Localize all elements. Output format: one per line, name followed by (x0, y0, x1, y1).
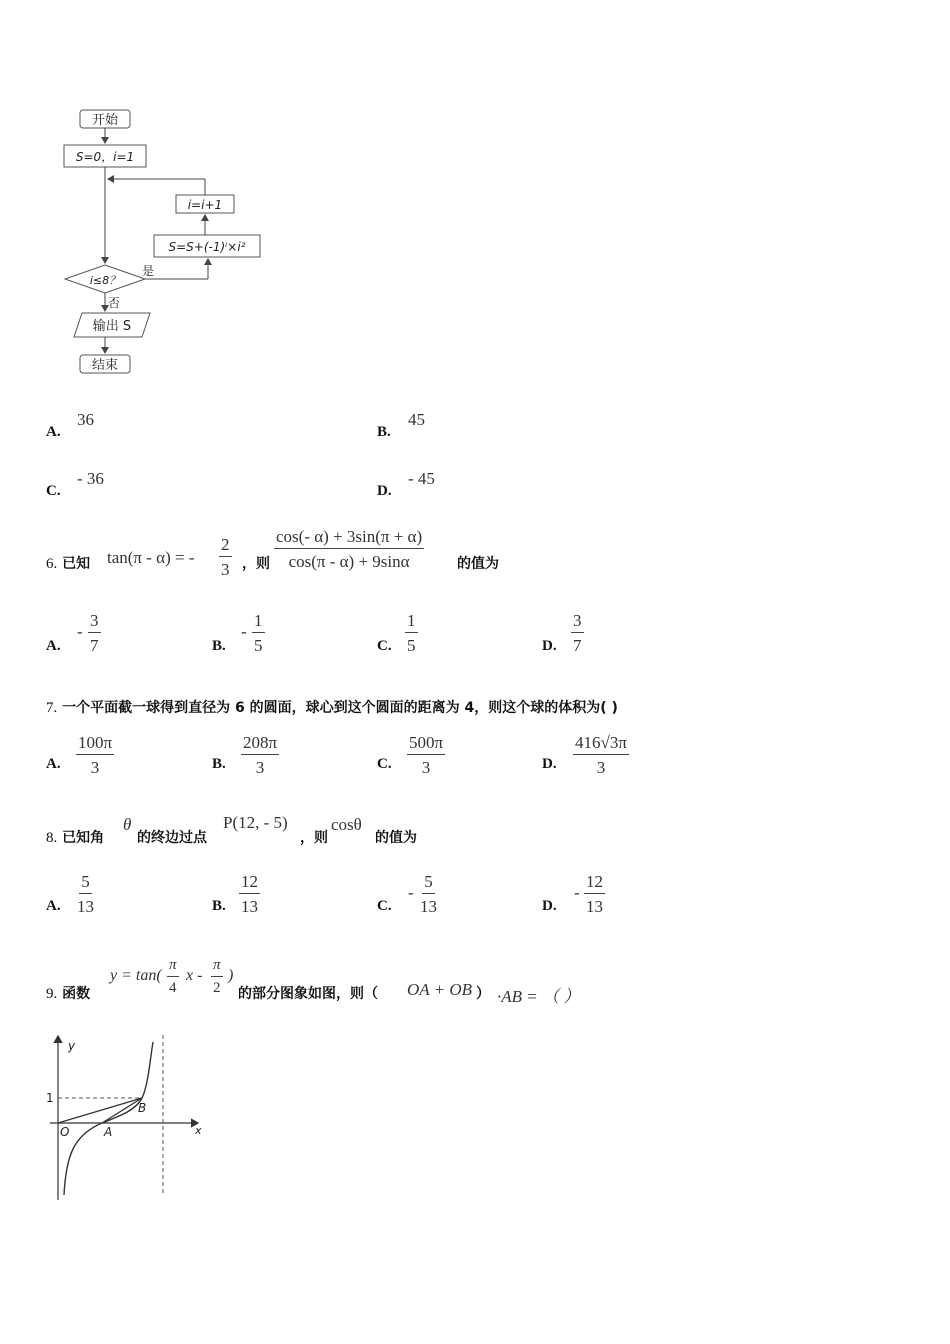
q7-option-b-label[interactable]: B. (212, 756, 226, 772)
flowchart (60, 105, 280, 380)
q9-frac2 (211, 958, 223, 996)
q8-option-b-fraction (239, 873, 260, 915)
flow-output-text: 输出 S (92, 319, 132, 334)
q7-stem (46, 697, 618, 717)
q7-option-c-fraction (407, 734, 445, 776)
q8-option-c-den: 13 (420, 897, 437, 916)
q6-option-a-fraction (88, 612, 101, 654)
q8-option-c-num: 5 (422, 873, 435, 894)
q6-option-a-num: 3 (88, 612, 101, 633)
q6-expr-den: cos(π - α) + 9sinα (288, 552, 410, 571)
q6-option-a-den: 7 (90, 636, 99, 655)
q7-number: 7. (46, 700, 58, 716)
q6-option-a-sign: - (77, 622, 83, 641)
q7-option-c-label[interactable]: C. (377, 756, 392, 772)
q8-point: P(12, - 5) (223, 813, 288, 832)
q7-option-a-num: 100π (76, 734, 114, 755)
q9-point-a-label: A (104, 1125, 113, 1139)
q7-option-a-fraction (76, 734, 114, 776)
q6-option-d-den: 7 (573, 636, 582, 655)
q8-text-mid2: ，则 (300, 830, 328, 846)
q9-text-mid: 的部分图象如图，则（ (238, 986, 378, 1002)
q8-option-a-fraction (75, 873, 96, 915)
q6-given: tan(π - α) = - (107, 548, 195, 567)
q9-point-b-label: B (138, 1101, 147, 1115)
q7-option-d-den: 3 (596, 758, 606, 777)
q7-option-b-fraction (241, 734, 279, 776)
q6-text-after: 的值为 (457, 556, 499, 572)
q6-text-mid: ，则 (242, 556, 270, 572)
q6-option-c-den: 5 (407, 636, 416, 655)
q7-option-b-den: 3 (255, 758, 265, 777)
q8-option-c-sign: - (408, 883, 414, 902)
q6-text-before: 已知 (62, 556, 91, 572)
q9-number: 9. (46, 986, 58, 1002)
q8-option-c-label[interactable]: C. (377, 898, 392, 914)
q9-text-close: ） (476, 986, 490, 1002)
q6-option-d-fraction (571, 612, 584, 654)
q9-func-lhs: y = tan( (110, 967, 162, 984)
flow-end-text: 结束 (91, 358, 119, 373)
q6-option-b-num: 1 (252, 612, 265, 633)
q9-frac1-num: π (167, 958, 179, 977)
q5-option-b-value: 45 (408, 410, 425, 429)
q5-option-a-value: 36 (77, 410, 94, 429)
q8-option-d-sign: - (574, 883, 580, 902)
q5-option-a-label[interactable]: A. (46, 424, 61, 440)
q8-stem (46, 827, 104, 847)
q9-frac1-den: 4 (169, 980, 177, 996)
q9-frac2-den: 2 (213, 980, 221, 996)
q9-graph (40, 1030, 210, 1205)
q6-option-c-fraction (405, 612, 418, 654)
q5-option-c-label[interactable]: C. (46, 483, 61, 499)
q6-option-c-num: 1 (405, 612, 418, 633)
q8-cos: cosθ (331, 815, 362, 834)
q8-option-c-fraction (418, 873, 439, 915)
q9-x-label: x (195, 1124, 202, 1137)
q7-option-c-num: 500π (407, 734, 445, 755)
q6-stem (46, 553, 90, 573)
q8-option-a-label[interactable]: A. (46, 898, 61, 914)
q9-one-label: 1 (46, 1091, 54, 1105)
q9-dot-ab: ·AB = （ ） (497, 987, 581, 1006)
q5-option-d-label[interactable]: D. (377, 483, 392, 499)
q7-option-a-label[interactable]: A. (46, 756, 61, 772)
q7-option-d-label[interactable]: D. (542, 756, 557, 772)
q6-expr-num: cos(- α) + 3sin(π + α) (274, 528, 424, 549)
flow-condition-text: i≤8？ (89, 274, 121, 287)
q8-number: 8. (46, 830, 58, 846)
flow-start-text: 开始 (91, 113, 119, 128)
q6-option-b-sign: - (241, 622, 247, 641)
q7-text: 一个平面截一球得到直径为 6 的圆面，球心到这个圆面的距离为 4，则这个球的体积为( ) (62, 700, 618, 716)
q6-number: 6. (46, 556, 58, 572)
q8-theta: θ (123, 815, 132, 834)
q9-frac1 (167, 958, 179, 996)
q8-option-d-fraction (584, 873, 605, 915)
q5-option-b-label[interactable]: B. (377, 424, 391, 440)
q8-option-a-den: 13 (77, 897, 94, 916)
q9-origin-label: O (60, 1125, 70, 1139)
q9-stem (46, 983, 90, 1003)
q9-func-mid: x - (186, 967, 203, 984)
q6-option-b-label[interactable]: B. (212, 638, 226, 654)
q6-option-d-label[interactable]: D. (542, 638, 557, 654)
q6-given-den: 3 (221, 560, 230, 579)
q8-option-b-den: 13 (241, 897, 258, 916)
flow-yes-label: 是 (142, 264, 155, 278)
q8-text-after: 的值为 (375, 830, 417, 846)
q6-option-d-num: 3 (571, 612, 584, 633)
flow-init-text: S=0，i=1 (75, 150, 135, 164)
flow-no-label: 否 (108, 296, 121, 310)
q6-option-b-fraction (252, 612, 265, 654)
q7-option-d-num: 416√3π (573, 734, 629, 755)
flow-update-s-text: S=S+(-1)ⁱ×i² (168, 240, 246, 254)
q7-option-a-den: 3 (90, 758, 100, 777)
q9-vector-sum: OA + OB (407, 980, 472, 999)
q7-option-d-fraction (573, 734, 629, 776)
q6-given-fraction (219, 536, 232, 578)
q7-option-b-num: 208π (241, 734, 279, 755)
flow-update-i-text: i=i+1 (187, 198, 223, 212)
q6-given-num: 2 (219, 536, 232, 557)
q9-y-label: y (68, 1039, 76, 1053)
q7-option-c-den: 3 (421, 758, 431, 777)
q8-option-b-num: 12 (239, 873, 260, 894)
q8-text-mid1: 的终边过点 (137, 830, 207, 846)
q8-option-a-num: 5 (79, 873, 92, 894)
q8-text-before: 已知角 (62, 830, 105, 846)
q9-text-before: 函数 (62, 986, 91, 1002)
q6-option-b-den: 5 (254, 636, 263, 655)
q6-expression (274, 528, 424, 570)
q9-segment-ab (102, 1098, 142, 1123)
q5-option-d-value: - 45 (408, 469, 435, 488)
q8-option-b-label[interactable]: B. (212, 898, 226, 914)
q9-func-rhs: ) (228, 967, 234, 984)
q6-option-c-label[interactable]: C. (377, 638, 392, 654)
q8-option-d-label[interactable]: D. (542, 898, 557, 914)
q5-option-c-value: - 36 (77, 469, 104, 488)
q6-option-a-label[interactable]: A. (46, 638, 61, 654)
q9-frac2-num: π (211, 958, 223, 977)
q8-option-d-den: 13 (586, 897, 603, 916)
q8-option-d-num: 12 (584, 873, 605, 894)
